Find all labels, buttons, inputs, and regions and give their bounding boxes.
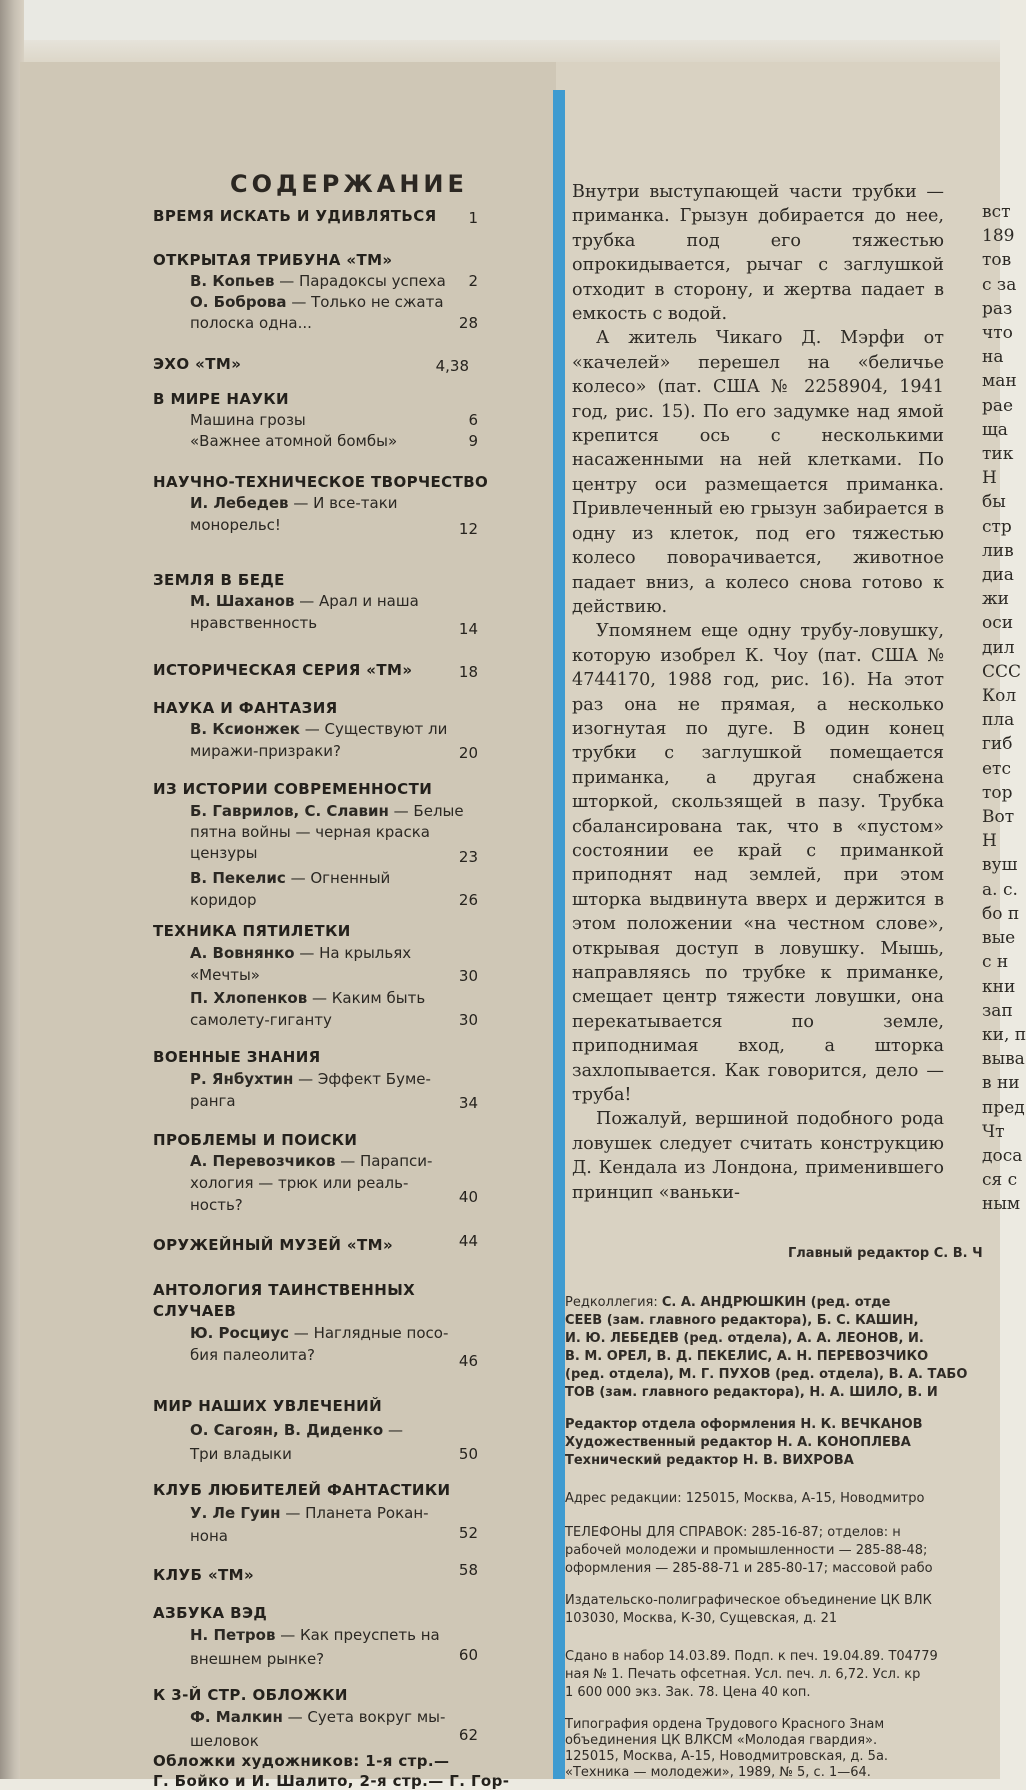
toc-entry-text: — Планета Рокан- xyxy=(280,1504,429,1522)
toc-entry-text: — Наглядные посо- xyxy=(289,1324,449,1342)
clipped-line: рае xyxy=(982,395,1014,416)
clipped-line: бы xyxy=(982,492,1006,513)
phones-line: ТЕЛЕФОНЫ ДЛЯ СПРАВОК: 285-16-87; отделов: н xyxy=(565,1525,901,1540)
toc-author: О. Сагоян, В. Диденко xyxy=(190,1421,384,1439)
editorial-board-line xyxy=(565,1312,1000,1330)
article-paragraph: Внутри выступающей части трубки — приманка. Грызун добирается до нее, трубка под его тяжестью опрокидывается, рычаг с заглушкой отходит в сторону, и жертва падает в емкость с водой. xyxy=(572,182,944,325)
toc-entry: внешнем рынке? xyxy=(190,1650,325,1668)
toc-page: 6 xyxy=(468,411,478,429)
toc-page: 52 xyxy=(458,1524,478,1542)
clipped-line: Н xyxy=(982,468,997,489)
toc-page: 30 xyxy=(458,1011,478,1029)
toc-entry: коридор xyxy=(190,891,257,909)
toc-page: 40 xyxy=(458,1188,478,1206)
toc-page: 9 xyxy=(468,432,478,450)
toc-entry xyxy=(190,720,447,738)
toc-author: А. Перевозчиков xyxy=(190,1152,336,1170)
clipped-line: с н xyxy=(982,952,1009,973)
toc-author: А. Вовнянко xyxy=(190,944,295,962)
toc-entry xyxy=(190,944,411,962)
toc-entry: нона xyxy=(190,1527,228,1545)
board-label: Редколлегия: xyxy=(565,1295,662,1310)
toc-author: И. Лебедев xyxy=(190,494,289,512)
toc-section: НАУЧНО-ТЕХНИЧЕСКОЕ ТВОРЧЕСТВО xyxy=(153,473,489,491)
editorial-board-line xyxy=(565,1384,1000,1402)
toc-entry: Три владыки xyxy=(190,1445,292,1463)
toc-section: ВОЕННЫЕ ЗНАНИЯ xyxy=(153,1048,321,1066)
toc-entry: «Важнее атомной бомбы» xyxy=(190,432,398,450)
phones-line: рабочей молодежи и промышленности — 285-88-48; xyxy=(565,1543,928,1558)
issue-line: «Техника — молодежи», 1989, № 5, с. 1—64. xyxy=(565,1765,871,1780)
board-names: СЕЕВ (зам. главного редактора), Б. С. КАШИН, xyxy=(565,1313,919,1328)
toc-section: ЗЕМЛЯ В БЕДЕ xyxy=(153,571,285,589)
toc-page: 28 xyxy=(458,314,478,332)
toc-author: О. Боброва xyxy=(190,293,287,311)
toc-entry-text: — Эффект Буме- xyxy=(293,1070,431,1088)
clipped-line: вые xyxy=(982,928,1016,949)
toc-section: ОРУЖЕЙНЫЙ МУЗЕЙ «ТМ» xyxy=(153,1236,394,1254)
toc-section-cont: СЛУЧАЕВ xyxy=(153,1302,237,1320)
clipped-line: зап xyxy=(982,1000,1013,1021)
toc-entry-text: — Парадоксы успеха xyxy=(274,272,446,290)
toc-entry xyxy=(190,592,419,610)
clipped-line: Вот xyxy=(982,807,1015,828)
editorial-board-line xyxy=(565,1294,1000,1312)
toc-page: 4,38 xyxy=(435,357,469,375)
clipped-line: стр xyxy=(982,516,1012,537)
toc-author: Б. Гаврилов, С. Славин xyxy=(190,802,389,820)
toc-section: ВРЕМЯ ИСКАТЬ И УДИВЛЯТЬСЯ xyxy=(153,207,437,225)
toc-section: ПРОБЛЕМЫ И ПОИСКИ xyxy=(153,1131,358,1149)
toc-author: В. Ксионжек xyxy=(190,720,300,738)
toc-entry: «Мечты» xyxy=(190,966,260,984)
clipped-line: кни xyxy=(982,976,1016,997)
clipped-line: Чт xyxy=(982,1121,1005,1142)
clipped-line: жи xyxy=(982,589,1009,610)
toc-entry: самолету-гиганту xyxy=(190,1011,332,1029)
toc-author: Ю. Росциус xyxy=(190,1324,290,1342)
board-names: И. Ю. ЛЕБЕДЕВ (ред. отдела), А. А. ЛЕОНОВ, И. xyxy=(565,1331,924,1346)
toc-entry: монорельс! xyxy=(190,516,281,534)
toc-section: ИЗ ИСТОРИИ СОВРЕМЕННОСТИ xyxy=(153,780,433,798)
toc-author: Р. Янбухтин xyxy=(190,1070,294,1088)
toc-author: В. Копьев xyxy=(190,272,275,290)
editorial-board-line xyxy=(565,1330,1000,1348)
article-paragraph: Упомянем еще одну трубу-ловушку, которую изобрел К. Чоу (пат. США № 4744170, 1988 год, рис. 16). На этот раз она не прямая, а несколько изогнутая по дуге. В один конец трубки с заглушкой помещается приманка, а другая снабжена шторкой, скользящей в пазу. Трубка сбалансирована так, что в «пустом» состоянии ее край с приманкой приподнят над землей, при этом шторка выдвинута вверх и держится в этом положении «на честном слове», открывая доступ в ловушку. Мышь, направляясь по трубке к приманке, смещает центр тяжести ловушки, она перекатывается по земле, приподнимая вход, а шторка захлопывается. Как говорится, дело — труба! xyxy=(572,621,944,1106)
toc-entry xyxy=(190,1152,432,1170)
toc-page: 34 xyxy=(458,1094,478,1112)
toc-page: 58 xyxy=(458,1561,478,1579)
toc-entry-text: — Каким быть xyxy=(307,989,426,1007)
clipped-line: дил xyxy=(982,637,1015,658)
editorial-board-line xyxy=(565,1366,1000,1384)
clipped-line: лив xyxy=(982,540,1014,561)
editorial-board-line xyxy=(565,1348,1000,1366)
toc-page: 50 xyxy=(458,1445,478,1463)
toc-entry-text: — На крыльях xyxy=(294,944,412,962)
toc-entry-text: — Как преуспеть на xyxy=(275,1626,440,1644)
clipped-line: ща xyxy=(982,419,1008,440)
toc-covers: Г. Бойко и И. Шалито, 2-я стр.— Г. Гор- xyxy=(153,1772,510,1790)
toc-entry xyxy=(190,1421,403,1439)
clipped-line: в ни xyxy=(982,1073,1020,1094)
article-paragraph: Пожалуй, вершиной подобного рода ловушек следует считать конструкцию Д. Кендала из Лондона, применившего принцип «ваньки- xyxy=(572,1109,944,1203)
clipped-line: а. с. xyxy=(982,879,1018,900)
clipped-line: что xyxy=(982,323,1013,344)
column-divider xyxy=(553,90,565,1779)
toc-entry xyxy=(190,1324,448,1342)
toc-entry-text: — Арал и наша xyxy=(294,592,419,610)
toc-entry xyxy=(190,869,390,887)
toc-title: СОДЕРЖАНИЕ xyxy=(230,170,468,198)
toc-entry-text: — Белые xyxy=(388,802,464,820)
toc-entry: полоска одна... xyxy=(190,314,312,332)
clipped-line: выва xyxy=(982,1049,1025,1070)
clipped-line: Н xyxy=(982,831,997,852)
toc-entry: миражи-призраки? xyxy=(190,742,341,760)
clipped-line: с за xyxy=(982,274,1017,295)
toc-section: В МИРЕ НАУКИ xyxy=(153,390,289,408)
toc-entry: пятна войны — черная краска xyxy=(190,823,430,841)
toc-entry: ранга xyxy=(190,1092,236,1110)
print-line: 1 600 000 экз. Зак. 78. Цена 40 коп. xyxy=(565,1685,811,1700)
toc-section: ЭХО «ТМ» xyxy=(153,355,242,373)
publisher-line: Издательско-полиграфическое объединение ЦК ВЛК xyxy=(565,1593,932,1608)
toc-entry-text: — Существуют ли xyxy=(299,720,448,738)
toc-entry: цензуры xyxy=(190,844,258,862)
clipped-line: доса xyxy=(982,1145,1023,1166)
toc-entry: ность? xyxy=(190,1196,243,1214)
toc-page: 23 xyxy=(458,848,478,866)
toc-entry-text: — Суета вокруг мы- xyxy=(282,1708,446,1726)
toc-section: МИР НАШИХ УВЛЕЧЕНИЙ xyxy=(153,1397,383,1415)
toc-covers: Обложки художников: 1-я стр.— xyxy=(153,1752,450,1770)
clipped-line: тов xyxy=(982,250,1012,271)
board-names: С. А. АНДРЮШКИН (ред. отде xyxy=(661,1295,891,1310)
clipped-line: пред xyxy=(982,1097,1025,1118)
article-paragraph: А житель Чикаго Д. Мэрфи от «качелей» перешел на «беличье колесо» (пат. США № 2258904, 1941 год, рис. 15). По его задумке над ямой крепится ось с несколькими насаженными на ней клетками. По центру оси размещается приманка. Привлеченный ею грызун забирается в одну из клеток, под его тяжестью колесо поворачивается, животное падает вниз, а колесо снова готово к действию. xyxy=(572,328,944,617)
toc-page: 1 xyxy=(468,209,478,227)
toc-entry xyxy=(190,1626,440,1644)
toc-page: 46 xyxy=(458,1352,478,1370)
clipped-line: 189 xyxy=(982,226,1015,247)
clipped-line: ман xyxy=(982,371,1017,392)
toc-entry xyxy=(190,272,446,290)
toc-section: АЗБУКА ВЭД xyxy=(153,1604,268,1622)
toc-page: 44 xyxy=(458,1232,478,1250)
print-line: Сдано в набор 14.03.89. Подп. к печ. 19.04.89. Т04779 xyxy=(565,1649,938,1664)
toc-page: 20 xyxy=(458,744,478,762)
toc-entry xyxy=(190,494,398,512)
board-names: ТОВ (зам. главного редактора), Н. А. ШИЛО, В. И xyxy=(565,1385,938,1400)
toc-entry: бия палеолита? xyxy=(190,1346,316,1364)
toc-entry: нравственность xyxy=(190,614,318,632)
chief-editor: Главный редактор С. В. Ч xyxy=(788,1246,983,1261)
toc-entry xyxy=(190,802,464,820)
toc-page: 2 xyxy=(468,272,478,290)
design-editor-text: Редактор отдела оформления Н. К. ВЕЧКАНОВ xyxy=(565,1417,923,1432)
toc-section: КЛУБ ЛЮБИТЕЛЕЙ ФАНТАСТИКИ xyxy=(153,1481,451,1499)
clipped-line: на xyxy=(982,347,1004,368)
publisher-line: 103030, Москва, К-30, Сущевская, д. 21 xyxy=(565,1611,838,1626)
clipped-column xyxy=(982,200,1026,1240)
toc-entry-text: — Парапси- xyxy=(335,1152,433,1170)
typography-line: 125015, Москва, А-15, Новодмитровская, д. 5а. xyxy=(565,1749,889,1764)
clipped-line: етс xyxy=(982,758,1011,779)
clipped-line: гиб xyxy=(982,734,1013,755)
toc-entry: шеловок xyxy=(190,1732,259,1750)
toc-section: КЛУБ «ТМ» xyxy=(153,1566,255,1584)
toc-section: НАУКА И ФАНТАЗИЯ xyxy=(153,699,338,717)
toc-entry-text: — xyxy=(383,1421,404,1439)
toc-section: ОТКРЫТАЯ ТРИБУНА «ТМ» xyxy=(153,251,393,269)
toc-author: Н. Петров xyxy=(190,1626,276,1644)
toc-entry-text: — Огненный xyxy=(285,869,391,887)
clipped-line: диа xyxy=(982,565,1014,586)
clipped-line: пла xyxy=(982,710,1015,731)
art-editor xyxy=(565,1434,1000,1452)
board-names: В. М. ОРЕЛ, В. Д. ПЕКЕЛИС, А. Н. ПЕРЕВОЗЧИКО xyxy=(565,1349,929,1364)
toc-section: АНТОЛОГИЯ ТАИНСТВЕННЫХ xyxy=(153,1281,416,1299)
toc-entry: Машина грозы xyxy=(190,411,306,429)
toc-entry-text: — И все-таки xyxy=(288,494,398,512)
clipped-line: тор xyxy=(982,782,1013,803)
toc-page: 30 xyxy=(458,967,478,985)
typography-line: объединения ЦК ВЛКСМ «Молодая гвардия». xyxy=(565,1733,878,1748)
clipped-line: тик xyxy=(982,444,1014,465)
toc-page: 62 xyxy=(458,1726,478,1744)
toc-entry-text: — Только не сжата xyxy=(286,293,444,311)
toc-section: ИСТОРИЧЕСКАЯ СЕРИЯ «ТМ» xyxy=(153,661,413,679)
toc-entry xyxy=(190,989,425,1007)
toc-page: 60 xyxy=(458,1646,478,1664)
toc-entry xyxy=(190,1070,431,1088)
toc-author: Ф. Малкин xyxy=(190,1708,283,1726)
toc-page: 18 xyxy=(458,663,478,681)
clipped-line: раз xyxy=(982,298,1013,319)
print-line: ная № 1. Печать офсетная. Усл. печ. л. 6,72. Усл. кр xyxy=(565,1667,921,1682)
address: Адрес редакции: 125015, Москва, А-15, Новодмитро xyxy=(565,1491,925,1506)
toc-page: 26 xyxy=(458,891,478,909)
article-text xyxy=(572,180,944,1205)
toc-entry xyxy=(190,1504,429,1522)
tech-editor xyxy=(565,1452,1000,1470)
toc-author: У. Ле Гуин xyxy=(190,1504,281,1522)
phones-line: оформления — 285-88-71 и 285-80-17; массовой рабо xyxy=(565,1561,933,1576)
toc-section: ТЕХНИКА ПЯТИЛЕТКИ xyxy=(153,922,351,940)
toc-entry: хология — трюк или реаль- xyxy=(190,1174,409,1192)
toc-section: К 3-Й СТР. ОБЛОЖКИ xyxy=(153,1686,348,1704)
toc-author: М. Шаханов xyxy=(190,592,295,610)
tech-editor-text: Технический редактор Н. В. ВИХРОВА xyxy=(565,1453,854,1468)
typography-line: Типография ордена Трудового Красного Знам xyxy=(565,1717,885,1732)
toc-author: В. Пекелис xyxy=(190,869,286,887)
clipped-line: ки, п xyxy=(982,1024,1026,1045)
clipped-line: вуш xyxy=(982,855,1018,876)
toc-entry xyxy=(190,1708,445,1726)
clipped-line: ССС xyxy=(982,661,1022,682)
clipped-line: вст xyxy=(982,202,1011,222)
clipped-line: ся с xyxy=(982,1170,1018,1191)
toc-author: П. Хлопенков xyxy=(190,989,308,1007)
toc-entry xyxy=(190,293,444,311)
clipped-line: ным xyxy=(982,1194,1021,1215)
toc-page: 12 xyxy=(458,520,478,538)
clipped-line: оси xyxy=(982,613,1014,634)
clipped-line: бо п xyxy=(982,903,1020,924)
toc-page: 14 xyxy=(458,620,478,638)
art-editor-text: Художественный редактор Н. А. КОНОПЛЕВА xyxy=(565,1435,911,1450)
clipped-line: Кол xyxy=(982,686,1017,707)
board-names: (ред. отдела), М. Г. ПУХОВ (ред. отдела), В. А. ТАБО xyxy=(565,1367,968,1382)
design-editor xyxy=(565,1416,1000,1434)
